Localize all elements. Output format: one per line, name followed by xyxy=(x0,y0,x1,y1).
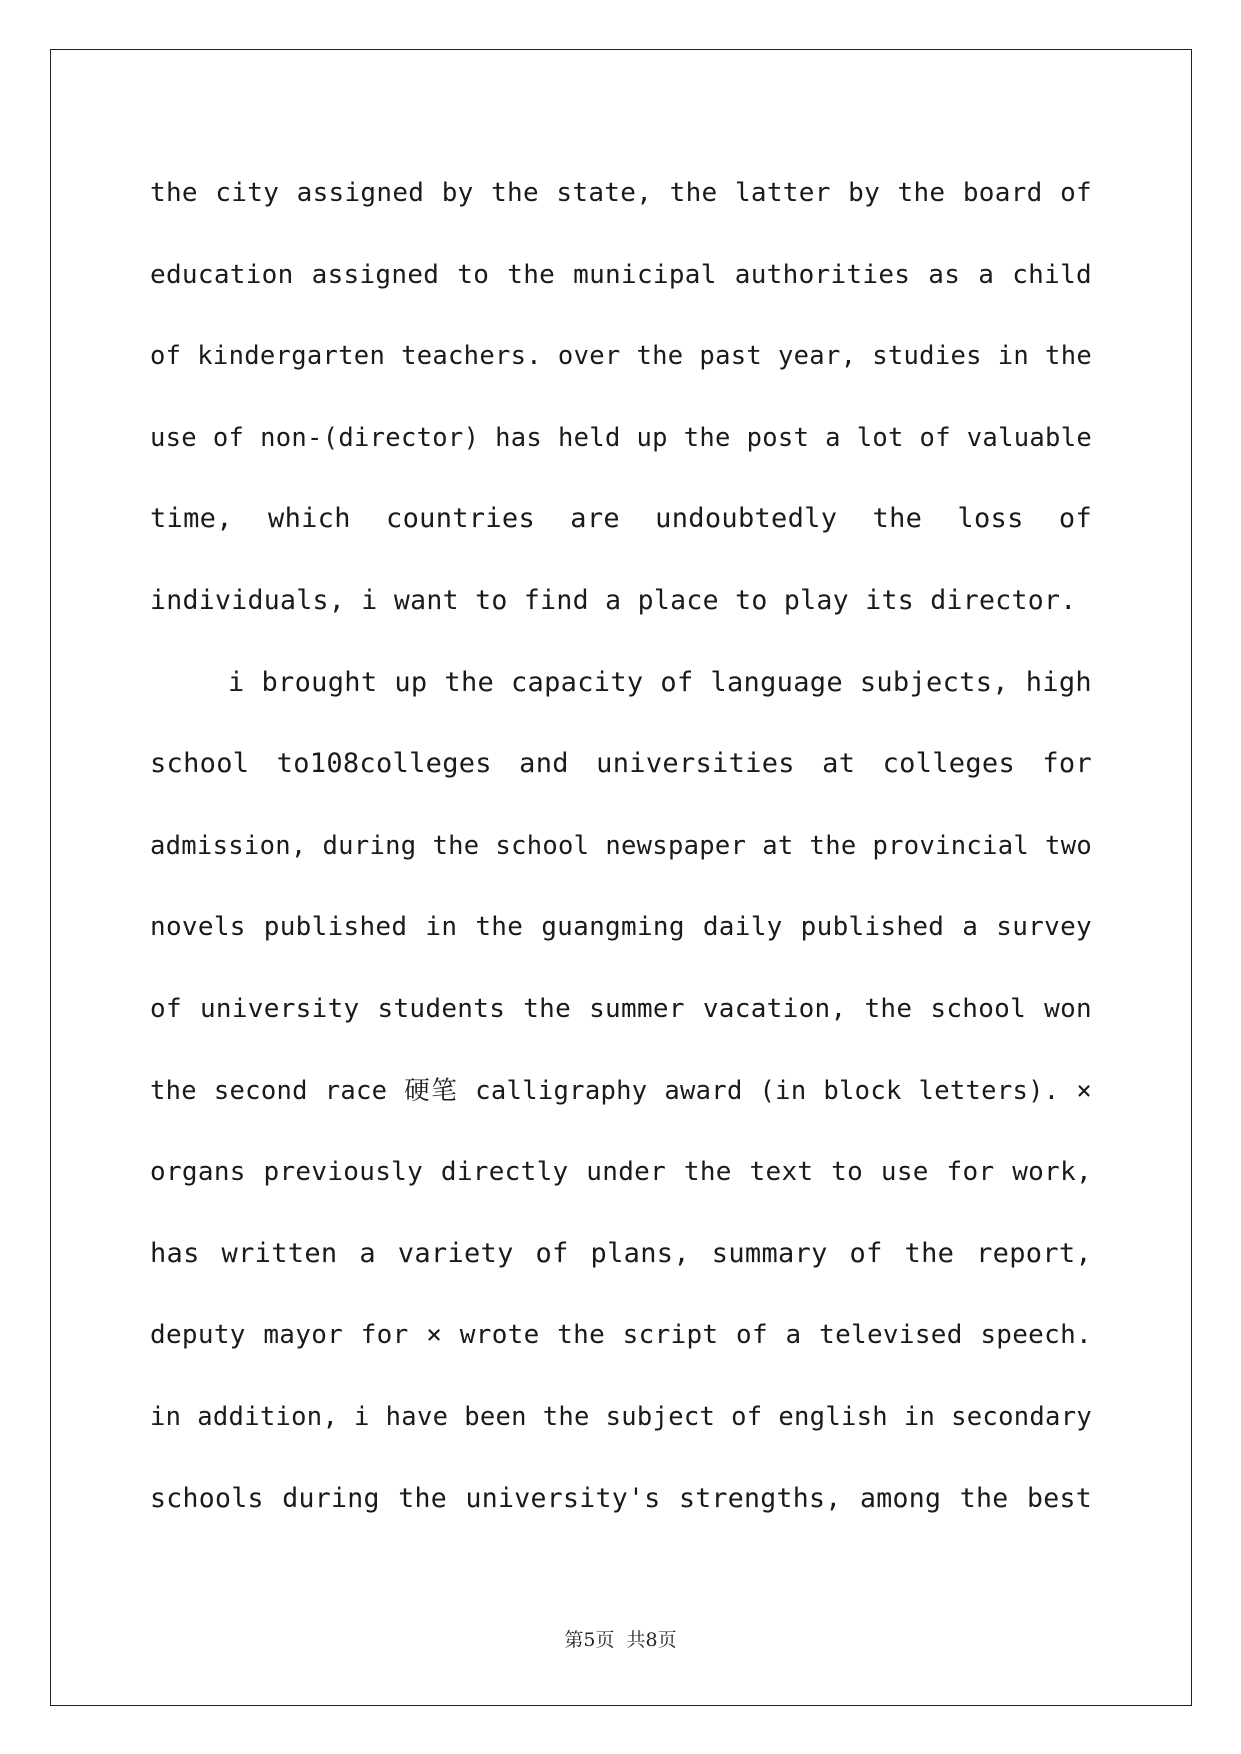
text-line: has written a variety of plans, summary of the report, xyxy=(150,1237,1092,1269)
text-line: use of non-(director) has held up the post a lot of valuable xyxy=(150,422,1092,453)
text-line: novels published in the guangming daily published a survey xyxy=(150,912,1092,943)
page-footer xyxy=(0,1625,1241,1652)
text-line: admission, during the school newspaper at the provincial two xyxy=(150,830,1092,861)
text-line: time, which countries are undoubtedly the loss of xyxy=(150,503,1092,535)
text-line: school to108colleges and universities at colleges for xyxy=(150,748,1092,780)
text-line: deputy mayor for × wrote the script of a televised speech. xyxy=(150,1320,1092,1351)
page-number: 第5页 xyxy=(564,1629,615,1651)
text-line: the city assigned by the state, the latter by the board of xyxy=(150,178,1092,208)
page-total: 共8页 xyxy=(626,1629,677,1651)
document-body xyxy=(150,167,1092,1554)
text-line: the second race 硬笔 calligraphy award (in block letters). × xyxy=(150,1075,1092,1106)
text-line: in addition, i have been the subject of english in secondary xyxy=(150,1401,1092,1432)
text-line: individuals, i want to find a place to play its director. xyxy=(150,584,1077,616)
text-line: i brought up the capacity of language subjects, high xyxy=(228,666,1092,698)
text-line: schools during the university's strengths, among the best xyxy=(150,1482,1092,1514)
text-line: education assigned to the municipal authorities as a child xyxy=(150,259,1092,290)
text-line: of kindergarten teachers. over the past year, studies in the xyxy=(150,341,1092,372)
text-line: of university students the summer vacation, the school won xyxy=(150,993,1092,1024)
text-line: organs previously directly under the text to use for work, xyxy=(150,1157,1092,1188)
